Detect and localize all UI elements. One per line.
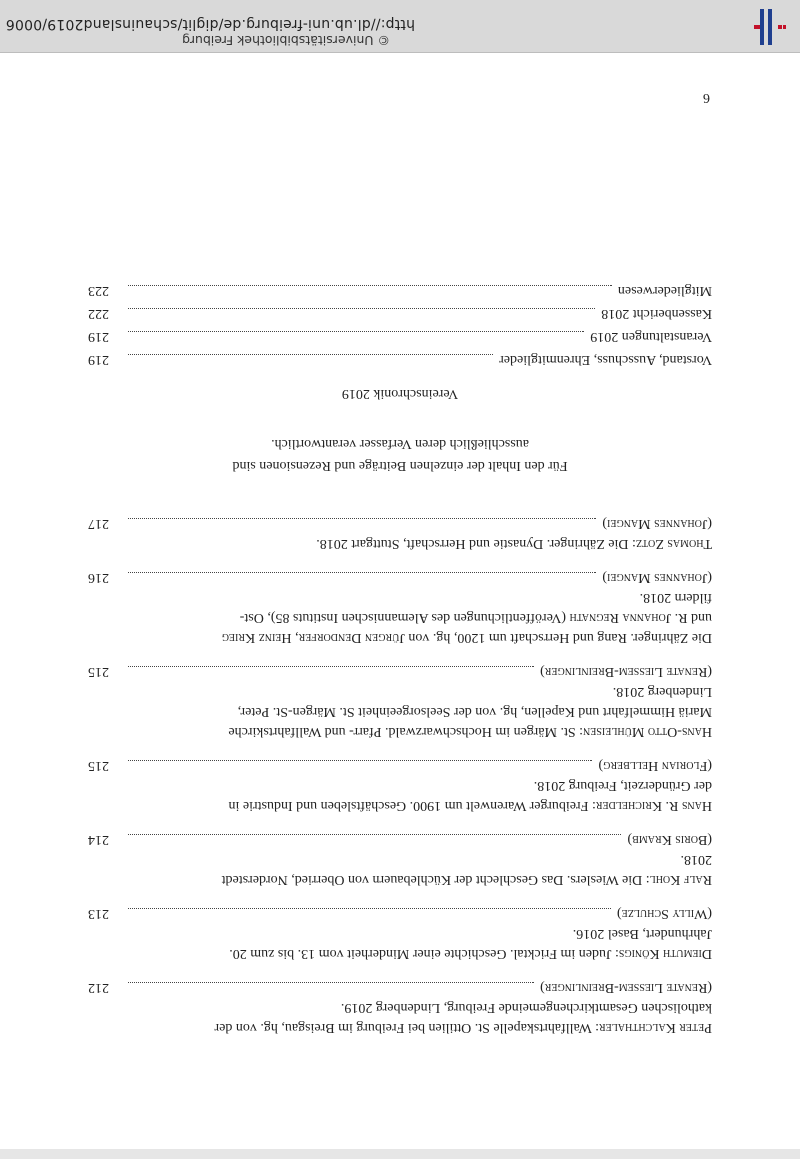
review-title-line: Hans R. Krichelder: Freiburger Warenwelt um 1900. Geschäftsleben und Industrie in	[228, 798, 712, 813]
chronicle-entry	[88, 347, 712, 367]
review-title-line: 2018.	[680, 852, 712, 867]
page-ref: 214	[88, 832, 109, 847]
chronicle-entry	[88, 301, 712, 321]
section-heading: Vereinschronik 2019	[341, 386, 459, 401]
page-ref: 223	[88, 283, 109, 298]
reviewer-name: (Renate Liessem-Breinlinger)	[536, 663, 712, 679]
page-ref: 212	[88, 980, 109, 995]
review-reviewer-row	[88, 565, 712, 585]
ub-freiburg-logo-icon	[750, 7, 790, 47]
permalink-url[interactable]: http://dl.ub.uni-freiburg.de/diglit/schauinsland2019/0006	[5, 16, 415, 32]
review-reviewer-row	[88, 511, 712, 531]
review-reviewer-row	[88, 901, 712, 921]
chronicle-entry	[88, 278, 712, 298]
review-title-line: der Gründerzeit, Freiburg 2018.	[533, 778, 712, 793]
review-reviewer-row	[88, 753, 712, 773]
reviewer-name: (Renate Liessem-Breinlinger)	[536, 979, 712, 995]
toc-entry-label: Mitgliederwesen	[614, 282, 712, 298]
page-ref: 222	[88, 306, 109, 321]
review-title-line: katholischen Gesamtkirchengemeinde Freiburg, Lindenberg 2019.	[340, 1000, 712, 1015]
review-title-line: Lindenberg 2018.	[612, 684, 712, 699]
review-title-line: Die Zähringer. Rang und Herrschaft um 1200, hg. von Jürgen Dendorfer, Heinz Krieg	[221, 630, 712, 645]
page-ref: 219	[88, 352, 109, 367]
page-ref: 217	[88, 516, 109, 531]
review-title-line: Thomas Zotz: Die Zähringer. Dynastie und Herrschaft, Stuttgart 2018.	[316, 536, 712, 551]
copyright-notice: © Universitätsbibliothek Freiburg	[182, 33, 390, 48]
disclaimer-line: ausschließlich deren Verfasser verantwortlich.	[271, 436, 529, 451]
reviewer-name: (Florian Hellberg)	[595, 757, 713, 773]
reviewer-name: (Willy Schulze)	[613, 905, 712, 921]
review-reviewer-row	[88, 975, 712, 995]
toc-entry-label: Vorstand, Ausschuss, Ehrenmitglieder	[495, 351, 712, 367]
page-ref: 213	[88, 906, 109, 921]
review-title-line: Peter Kalchthaler: Wallfahrtskapelle St. Ottilien bei Freiburg im Breisgau, hg. von der	[214, 1020, 712, 1035]
review-title-line: fildern 2018.	[639, 590, 712, 605]
review-title-line: Hans-Otto Mühleisen: St. Märgen im Hochschwarzwald. Pfarr- und Wallfahrtskirche	[228, 724, 712, 739]
page-ref: 215	[88, 664, 109, 679]
reviewer-name: (Johannes Mangei)	[598, 515, 712, 531]
review-title-line: Diemuth Königs: Juden im Fricktal. Geschichte einer Minderheit vom 13. bis zum 20.	[229, 946, 712, 961]
review-reviewer-row	[88, 659, 712, 679]
review-title-line: und R. Johanna Regnath (Veröffentlichungen des Alemannischen Instituts 85), Ost-	[239, 610, 712, 625]
review-title-line: Mariä Himmelfahrt und Kapellen, hg. von der Seelsorgeeinheit St. Märgen-St. Peter,	[237, 704, 712, 719]
review-reviewer-row	[88, 827, 712, 847]
disclaimer-line: Für den Inhalt der einzelnen Beiträge und Rezensionen sind	[232, 458, 568, 473]
reviewer-name: (Boris Kramb)	[623, 831, 712, 847]
page-ref: 219	[88, 329, 109, 344]
page-ref: 216	[88, 570, 109, 585]
page-number: 6	[703, 90, 710, 105]
toc-entry-label: Veranstaltungen 2019	[586, 328, 712, 344]
toc-entry-label: Kassenbericht 2018	[597, 305, 712, 321]
review-title-line: Ralf Kohl: Die Wieslers. Das Geschlecht der Küchlebauern von Oberried, Norderstedt	[221, 872, 712, 887]
review-title-line: Jahrhundert, Basel 2016.	[572, 926, 712, 941]
reviewer-name: (Johannes Mangei)	[598, 569, 712, 585]
table-of-contents	[88, 0, 712, 1159]
page-ref: 215	[88, 758, 109, 773]
chronicle-entry	[88, 324, 712, 344]
